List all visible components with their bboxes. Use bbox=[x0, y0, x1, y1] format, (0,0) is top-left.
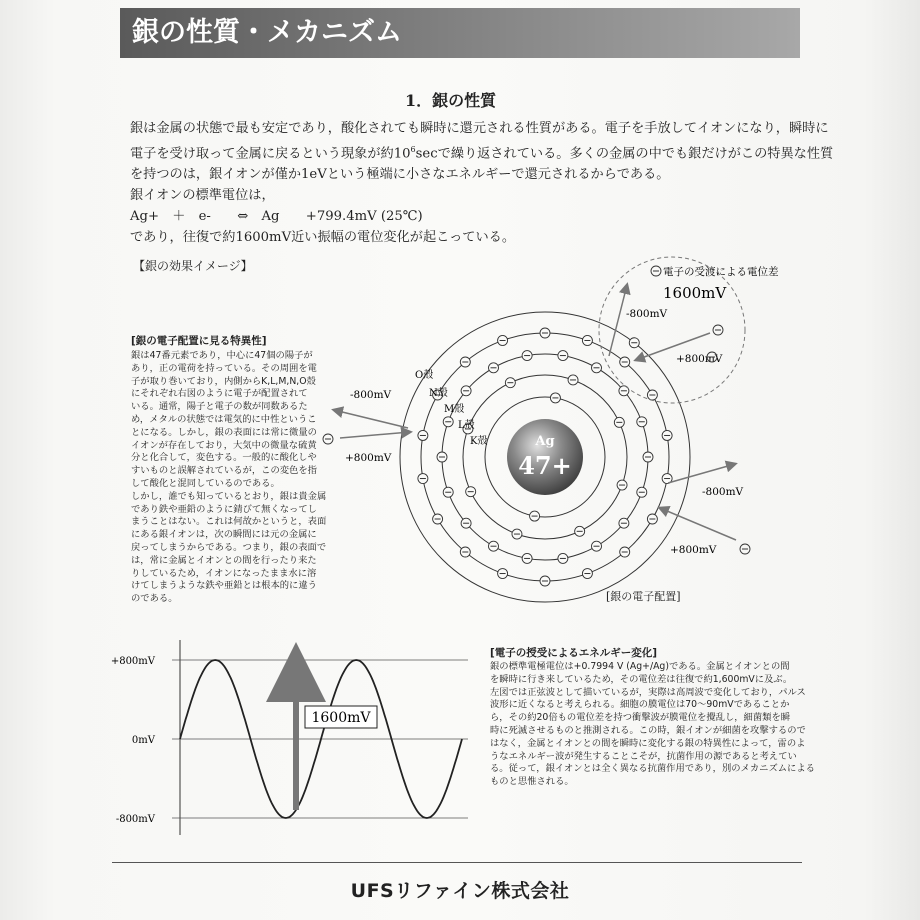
company-name: UFSリファイン株式会社 bbox=[350, 880, 570, 902]
right-box-line: ら，その約20倍もの電位差を持つ衝撃波が膜電位を攪乱し，細菌類を瞬 bbox=[490, 712, 791, 724]
intro-line: 銀イオンの標準電位は， bbox=[130, 188, 275, 204]
potential-label-plus: +800mV bbox=[345, 452, 392, 464]
nucleus-charge: 47+ bbox=[518, 451, 572, 480]
shell-label-m: M殻 bbox=[444, 404, 465, 415]
right-box-line: 波形に近くなると考えられる。細胞の膜電位は70～90mVであることか bbox=[490, 699, 790, 711]
left-box-line: けてしまうような鉄や亜鉛とは根本的に違う bbox=[131, 580, 317, 592]
banner-title: 銀の性質・メカニズム bbox=[132, 17, 402, 48]
potential-label-plus: +800mV bbox=[676, 353, 723, 365]
left-box-line: め，メタルの状態では電気的に中性というこ bbox=[131, 413, 317, 425]
footer-divider bbox=[112, 862, 802, 863]
left-box-line: のである。 bbox=[131, 593, 178, 605]
potential-label-minus: -800mV bbox=[626, 308, 668, 320]
left-box-line: あり，正の電荷を持っている。その周囲を電 bbox=[131, 362, 317, 374]
right-box-line: ものと思惟される。 bbox=[490, 776, 574, 788]
right-box-line: はなく，金属とイオンとの間を瞬時に変化する銀の特異性によって，雷のよ bbox=[490, 737, 806, 749]
left-box-line: 分と化合して，変色する。一般的に酸化しや bbox=[131, 452, 317, 464]
left-box-line: 子が取り巻いており，内側からK,L,M,N,O殻 bbox=[131, 375, 316, 387]
intro-line: を持つのは，銀イオンが僅か1eVという極端に小さなエネルギーで還元されるからである。 bbox=[130, 167, 670, 183]
right-box-line: 左図では正弦波として描いているが，実際は高周波で変化しており，パルス bbox=[490, 686, 806, 698]
intro-line: 銀は金属の状態で最も安定であり，酸化されても瞬時に還元される性質がある。電子を手放してイオンになり，瞬時に bbox=[130, 121, 829, 136]
left-box-line: しかし，誰でも知っているとおり，銀は貴金属 bbox=[131, 490, 327, 502]
left-box-line: イオンが存在しており，大気中の微量な硫黄 bbox=[131, 439, 317, 451]
nucleus-symbol: Ag bbox=[535, 434, 555, 449]
left-box-line: 戻ってしまうからである。つまり，銀の表面で bbox=[131, 541, 327, 553]
left-box-title: [銀の電子配置に見る特異性] bbox=[131, 335, 267, 347]
shell-label-l: L殻 bbox=[458, 420, 475, 431]
left-box-line: は，常に金属とイオンとの間を行ったり来た bbox=[131, 554, 317, 566]
right-box-title: [電子の授受によるエネルギー変化] bbox=[490, 647, 658, 659]
left-box-line: すいものと誤解されているが，この変色を指 bbox=[131, 465, 317, 477]
shell-label-n: N殻 bbox=[429, 388, 448, 399]
left-box-line: りしているため，イオンになったまま水に溶 bbox=[131, 567, 317, 579]
equation: Ag+ ＋ e- ⇔ Ag +799.4mV (25℃) bbox=[130, 209, 423, 225]
right-box-text bbox=[490, 661, 815, 789]
effect-label: 【銀の効果イメージ】 bbox=[133, 259, 253, 273]
amplitude-label: 1600mV bbox=[311, 710, 371, 726]
section-title: 1．銀の性質 bbox=[405, 91, 497, 110]
y-tick-label: -800mV bbox=[115, 814, 155, 825]
right-box-line: 銀の標準電極電位は+0.7994 V (Ag+/Ag)である。金属とイオンとの間 bbox=[490, 661, 790, 672]
intro-line: 電子を受け取って金属に戻るという現象が約$10^6\sec$で繰り返されている。多くの金属の中でも銀だけがこの特異な性質 bbox=[130, 145, 834, 162]
y-tick-label: +800mV bbox=[110, 656, 155, 667]
potential-label-plus: +800mV bbox=[670, 544, 717, 556]
left-box-line: にある銀イオンは，次の瞬間には元の金属に bbox=[131, 529, 317, 541]
potential-label-minus: -800mV bbox=[702, 486, 744, 498]
right-box-line: うなエネルギー波が発生することこそが，抗菌作用の源であると考えてい bbox=[490, 750, 797, 762]
left-box-line: まうことはない。これは何故かというと，表面 bbox=[131, 516, 327, 528]
left-box-line: であり鉄や亜鉛のように錆びて無くなってし bbox=[131, 503, 317, 515]
intro-line: であり，往復で約1600mV近い振幅の電位変化が起こっている。 bbox=[130, 230, 516, 246]
y-tick-label: 0mV bbox=[131, 735, 155, 746]
left-box-line: して酸化と混同しているのである。 bbox=[131, 477, 280, 489]
right-box-line: る。従って，銀イオンとは全く異なる抗菌作用であり，別のメカニズムによる bbox=[490, 763, 815, 775]
left-box-line: 銀は47番元素であり，中心に47個の陽子が bbox=[131, 350, 313, 361]
left-box-line: いる。通常，陽子と電子の数が同数あるた bbox=[131, 401, 308, 413]
diagram-caption: [銀の電子配置] bbox=[606, 590, 681, 603]
exchange-label: 電子の受渡による電位差 bbox=[663, 266, 779, 278]
left-box-line: とになる。しかし，銀の表面には常に微量の bbox=[131, 426, 317, 438]
exchange-value: 1600mV bbox=[663, 284, 727, 302]
potential-label-minus: -800mV bbox=[350, 389, 392, 401]
right-box-line: を瞬時に行き来しているため，その電位差は往復で約1,600mVに及ぶ。 bbox=[490, 673, 793, 685]
shell-label-k: K殻 bbox=[470, 436, 488, 447]
shell-label-o: O殻 bbox=[415, 370, 434, 381]
left-box-line: にそれぞれ右図のように電子が配置されて bbox=[131, 388, 308, 400]
right-box-line: 時に死滅させるものと推測される。この時，銀イオンが細菌を攻撃するので bbox=[490, 724, 806, 736]
